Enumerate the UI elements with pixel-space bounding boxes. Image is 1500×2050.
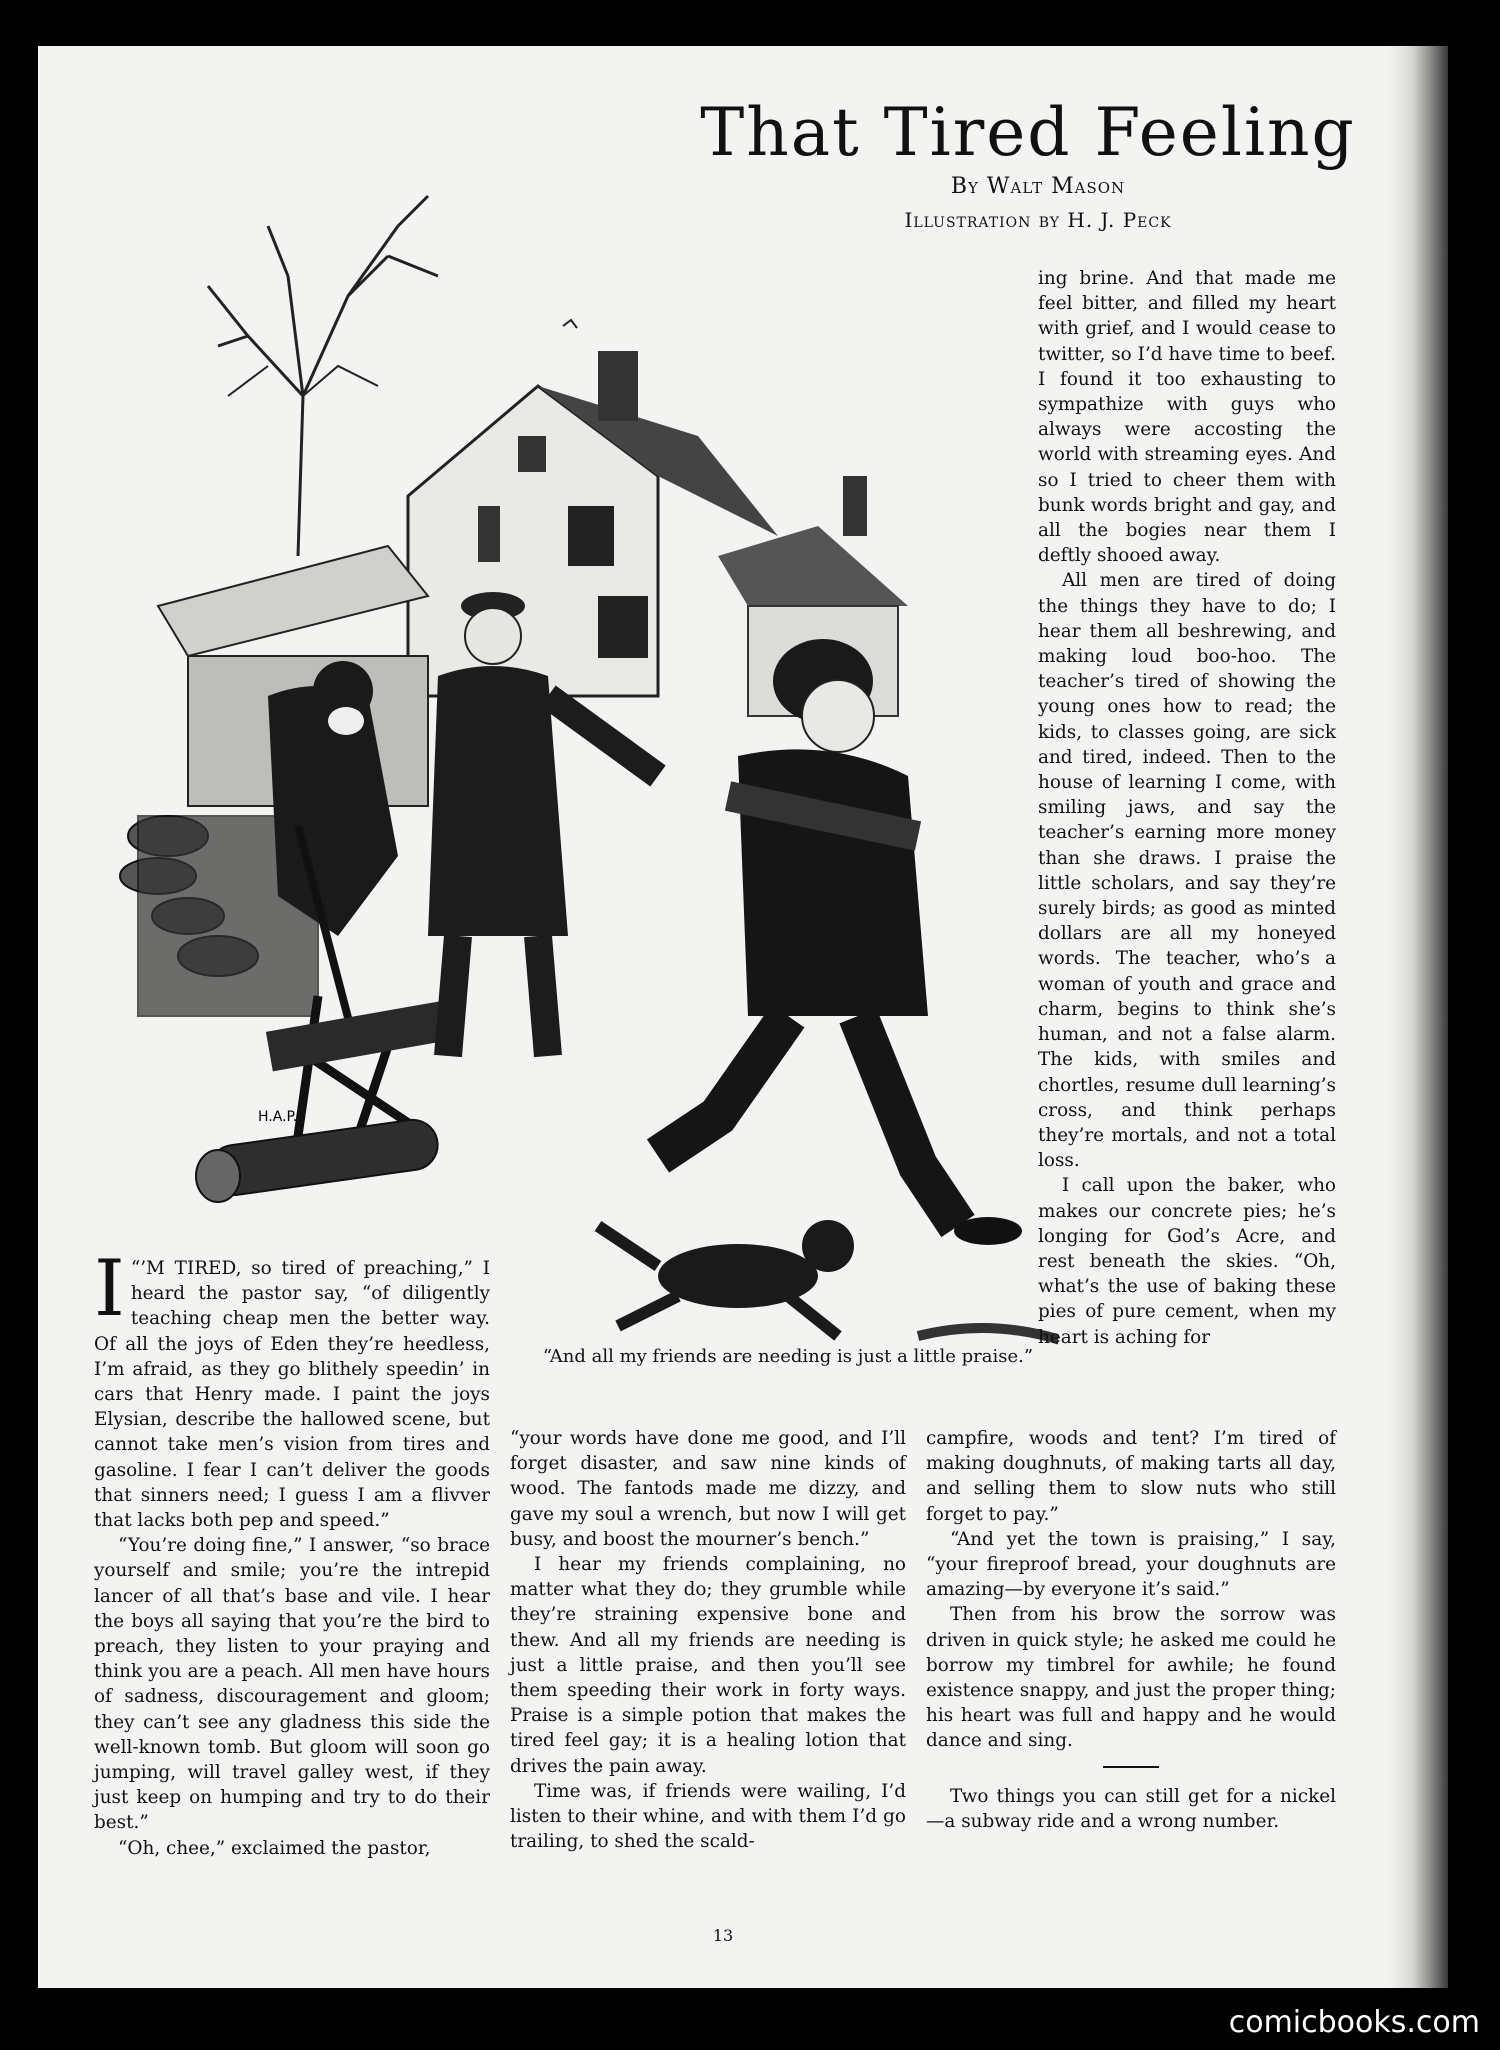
running-boy	[658, 639, 1022, 1245]
magazine-page	[38, 46, 1448, 1988]
filler-paragraph: Two things you can still get for a nickel—a subway ride and a wrong number.	[926, 1785, 1336, 1832]
paragraph: Then from his brow the sorrow was driven in quick style; he asked me could he borrow my timbrel for awhile; he found existence snappy, and just the proper thing; his heart was full and happy and he would dance and sing.	[926, 1604, 1336, 1752]
paragraph: “your words have done me good, and I’ll forget disaster, and saw nine kinds of wood. The fantods made me dizzy, and gave my soul a wrench, but now I will get busy, and boost the mourner’s bench.”	[510, 1428, 906, 1550]
illustration-caption: “And all my friends are needing is just a little praise.”	[542, 1346, 1034, 1367]
log	[196, 1117, 441, 1202]
book-spine	[1388, 46, 1448, 1988]
article-title: That Tired Feeling	[700, 94, 1356, 171]
article-column-1	[94, 1244, 490, 1861]
paragraph: I hear my friends complaining, no matter what they do; they grumble while they’re straining expensive bone and thew. And all my friends are needing is just a little praise, and then you’ll see them speeding their work in forty ways. Praise is a simple potion that makes the tired feel gay; it is a healing lotion that drives the pain away.	[510, 1554, 906, 1777]
paragraph: campfire, woods and tent? I’m tired of making doughnuts, of making tarts all day, and selling them to slow nuts who still forget to pay.”	[926, 1428, 1336, 1525]
paragraph: “You’re doing fine,” I answer, “so brace yourself and smile; you’re the intrepid lancer of all that’s base and vile. I hear the boys all saying that you’re the bird to preach, they listen to your praying and think you are a peach. All men have hours of sadness, discouragement and gloom; they can’t see any gladness this side the well-known tomb. But gloom will soon go jumping, will travel galley west, if they just keep on humping and try to do their best.”	[94, 1535, 490, 1834]
running-dog	[598, 1220, 854, 1336]
article-column-3-bottom	[926, 1426, 1336, 1834]
bare-tree	[208, 196, 438, 556]
page-number: 13	[712, 1926, 734, 1945]
section-divider	[1103, 1766, 1159, 1768]
paragraph-text: “’M TIRED, so tired of preaching,” I heard the pastor say, “of diligently teaching cheap men the better way. Of all the joys of Eden they’re heedless, I’m afraid, as they go blithely speedin’ in cars that Henry made. I paint the joys Elysian, describe the hallowed scene, but cannot take men’s vision from tires and gasoline. I fear I can’t deliver the goods that sinners need; I guess I am a flivver that lacks both pep and speed.”	[94, 1258, 490, 1532]
paragraph	[94, 1244, 490, 1533]
artist-signature: H.A.P.	[258, 1109, 298, 1125]
paragraph: “Oh, chee,” exclaimed the pastor,	[118, 1837, 431, 1859]
ground-shadow	[918, 1328, 1058, 1346]
author-byline: By Walt Mason	[950, 174, 1126, 199]
article-column-2	[510, 1426, 906, 1854]
paragraph: Time was, if friends were wailing, I’d listen to their whine, and with them I’d go trailing, to shed the scald-	[510, 1780, 906, 1853]
drop-cap: I	[94, 1244, 125, 1334]
paragraph: All men are tired of doing the things they have to do; I hear them all beshrewing, and making loud boo-hoo. The teacher’s tired of showing the young ones how to read; the kids, to classes going, are sick and tired, indeed. Then to the house of learning I come, with smiling jaws, and say the teacher’s earning more money than she draws. I praise the little scholars, and say they’re surely birds; as good as minted dollars are all my honeyed words. The teacher, who’s a woman of youth and grace and charm, begins to think she’s human, and not a false alarm. The kids, with smiles and chortles, resume dull learning’s cross, and think perhaps they’re mortals, and not a total loss.	[1038, 570, 1336, 1172]
bird	[563, 320, 577, 328]
paragraph: I call upon the baker, who makes our concrete pies; he’s longing for God’s Acre, and rest beneath the skies. “Oh, what’s the use of baking these pies of pure cement, when my heart is aching for	[1038, 1175, 1336, 1348]
article-column-3-top	[1038, 266, 1336, 1350]
paragraph: “And yet the town is praising,” I say, “your fireproof bread, your doughnuts are amazing—by everyone it’s said.”	[926, 1528, 1336, 1601]
paragraph: ing brine. And that made me feel bitter, and filled my heart with grief, and I would cease to twitter, so I’d have time to beef. I found it too exhausting to sympathize with guys who always were accosting the world with streaming eyes. And so I tried to cheer them with bunk words bright and gay, and all the bogies near them I deftly shooed away.	[1038, 268, 1336, 567]
illustration	[98, 136, 1058, 1356]
site-watermark: comicbooks.com	[1228, 2005, 1480, 2040]
illustration-credit: Illustration by H. J. Peck	[904, 208, 1172, 232]
